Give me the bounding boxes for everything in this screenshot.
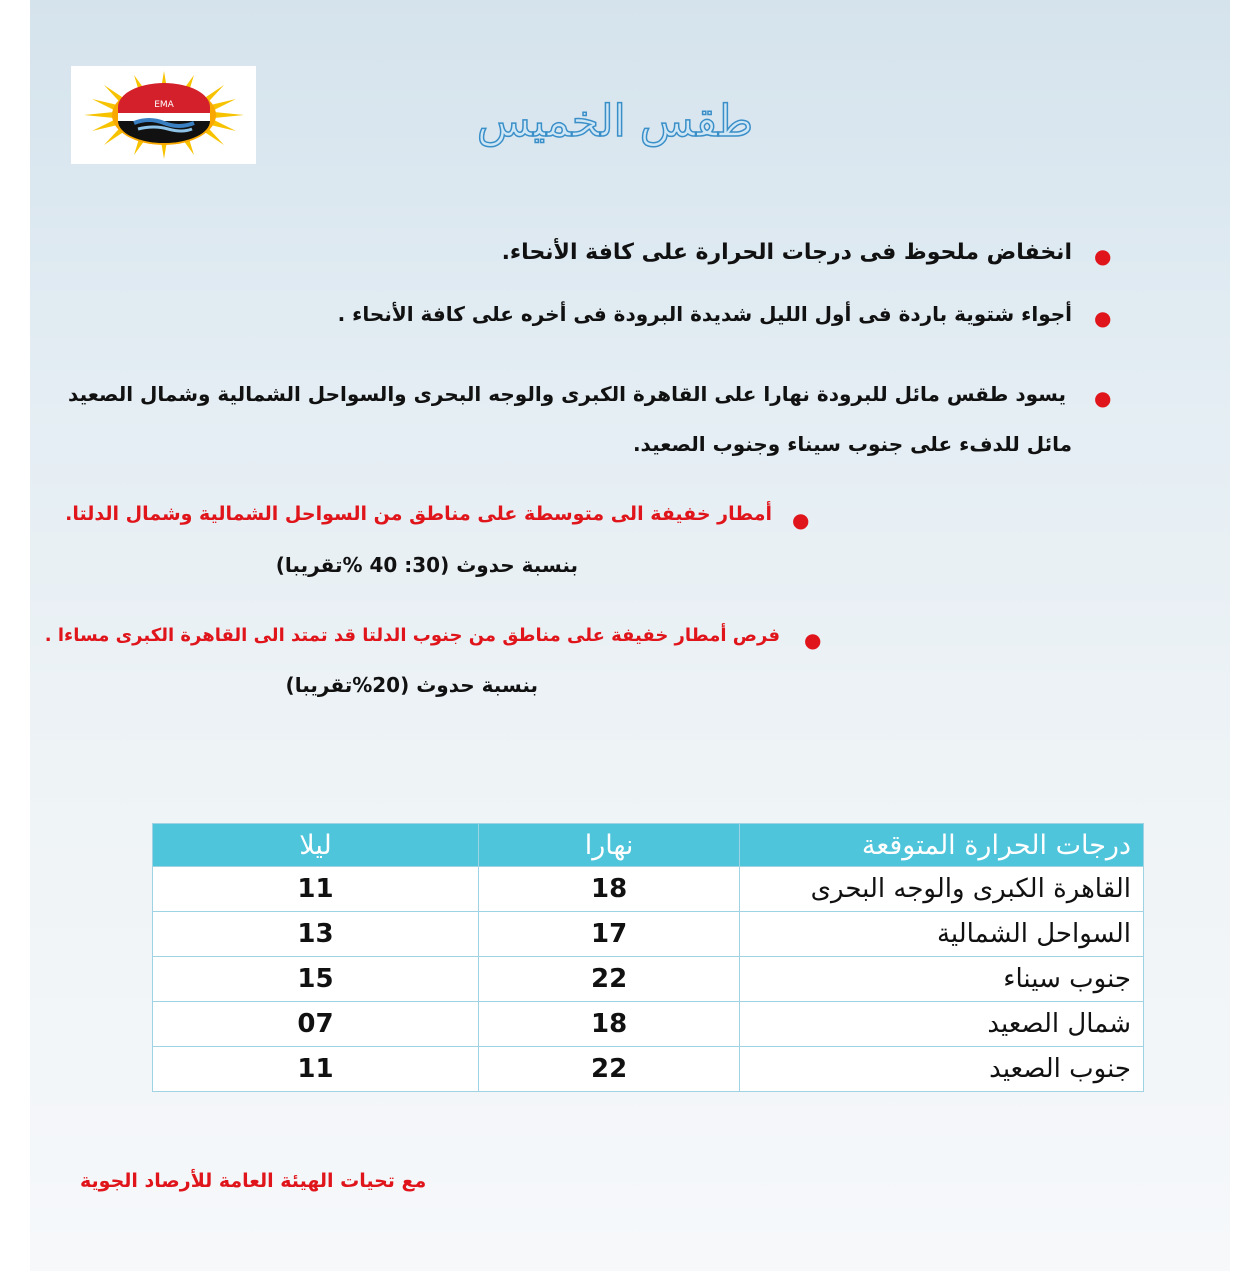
- table-row: [153, 912, 1144, 957]
- bullet-dot-1: ●: [1094, 244, 1112, 268]
- header-night: ليلا: [153, 824, 479, 867]
- header-region: درجات الحرارة المتوقعة: [740, 824, 1144, 867]
- ema-logo: [71, 66, 256, 164]
- day-temp-cell: 18: [478, 867, 739, 912]
- bullet-dot-3: ●: [1094, 386, 1112, 410]
- table-row: [153, 1047, 1144, 1092]
- region-cell: جنوب الصعيد: [740, 1047, 1144, 1092]
- table-row: [153, 867, 1144, 912]
- page-right-margin: [1230, 0, 1242, 1271]
- bullet-cool-weather-line1: يسود طقس مائل للبرودة نهارا على القاهرة الكبرى والوجه البحرى والسواحل الشمالية وشمال الصعيد: [68, 382, 1066, 406]
- bullet-temperature-drop: انخفاض ملحوظ فى درجات الحرارة على كافة الأنحاء.: [501, 240, 1072, 265]
- night-temp-cell: 11: [153, 867, 479, 912]
- night-temp-cell: 13: [153, 912, 479, 957]
- day-temp-cell: 18: [478, 1002, 739, 1047]
- bullet-light-rain: فرص أمطار خفيفة على مناطق من جنوب الدلتا قد تمتد الى القاهرة الكبرى مساءا .: [44, 625, 780, 646]
- night-temp-cell: 07: [153, 1002, 479, 1047]
- bullet-dot-5: ●: [804, 628, 822, 652]
- day-temp-cell: 17: [478, 912, 739, 957]
- light-rain-probability: بنسبة حدوث (20%تقريبا): [285, 673, 538, 697]
- day-temp-cell: 22: [478, 957, 739, 1002]
- region-cell: السواحل الشمالية: [740, 912, 1144, 957]
- table-row: [153, 1002, 1144, 1047]
- night-temp-cell: 11: [153, 1047, 479, 1092]
- bullet-dot-4: ●: [792, 508, 810, 532]
- bullet-dot-2: ●: [1094, 306, 1112, 330]
- page-left-margin: [0, 0, 30, 1271]
- table-row: [153, 957, 1144, 1002]
- region-cell: جنوب سيناء: [740, 957, 1144, 1002]
- region-cell: القاهرة الكبرى والوجه البحرى: [740, 867, 1144, 912]
- bullet-moderate-rain: أمطار خفيفة الى متوسطة على مناطق من السواحل الشمالية وشمال الدلتا.: [65, 503, 772, 525]
- ema-logo-icon: [79, 69, 249, 161]
- header-day: نهارا: [478, 824, 739, 867]
- table-header-row: [153, 824, 1144, 867]
- page-title: طقس الخميس: [476, 96, 754, 147]
- night-temp-cell: 15: [153, 957, 479, 1002]
- region-cell: شمال الصعيد: [740, 1002, 1144, 1047]
- day-temp-cell: 22: [478, 1047, 739, 1092]
- footer-greeting: مع تحيات الهيئة العامة للأرصاد الجوية: [80, 1170, 427, 1192]
- temperature-table: [152, 823, 1144, 1092]
- svg-text:EMA: EMA: [153, 100, 174, 110]
- bullet-winter-weather: أجواء شتوية باردة فى أول الليل شديدة البرودة فى أخره على كافة الأنحاء .: [337, 302, 1072, 326]
- bullet-cool-weather-line2: مائل للدفء على جنوب سيناء وجنوب الصعيد.: [632, 432, 1072, 456]
- moderate-rain-probability: بنسبة حدوث (30: 40 %تقريبا): [275, 553, 578, 577]
